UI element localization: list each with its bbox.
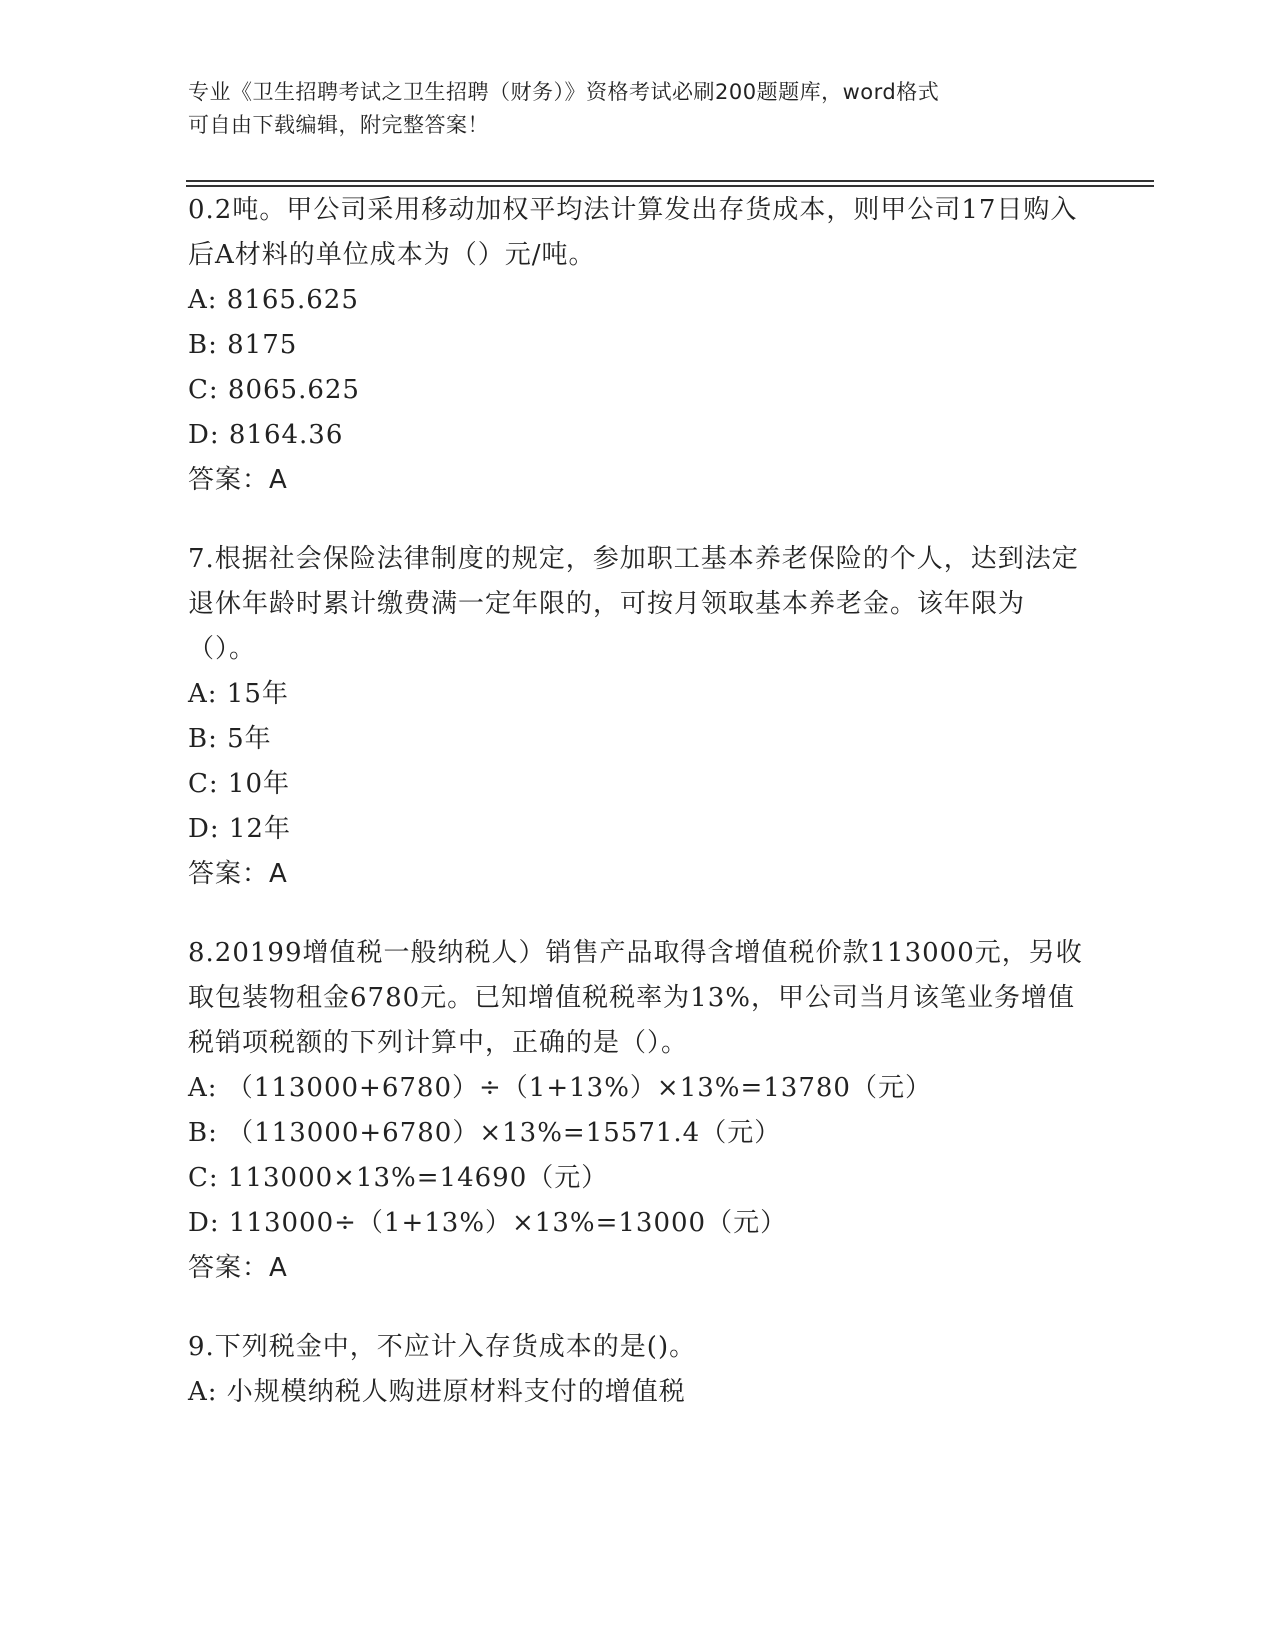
question-text: 0.2吨。甲公司采用移动加权平均法计算发出存货成本，则甲公司17日购入后A材料的单位成本为（）元/吨。: [188, 195, 1078, 270]
answer-text: 答案：A: [188, 859, 288, 889]
question-item: [188, 188, 1088, 503]
header-divider-top: [186, 180, 1154, 182]
option-a: A: 15年: [188, 679, 289, 709]
header-line-2: 可自由下载编辑，附完整答案！: [188, 113, 489, 137]
question-item: [188, 931, 1088, 1291]
document-header: [188, 76, 1088, 142]
option-c: C: 113000×13%=14690（元）: [188, 1163, 609, 1193]
header-divider-bottom: [186, 185, 1154, 187]
option-d: D: 8164.36: [188, 420, 344, 450]
question-item: [188, 537, 1088, 897]
option-a: A: 小规模纳税人购进原材料支付的增值税: [188, 1377, 686, 1407]
question-text: 9.下列税金中，不应计入存货成本的是()。: [188, 1332, 697, 1362]
answer-text: 答案：A: [188, 1253, 288, 1283]
question-text: 7.根据社会保险法律制度的规定，参加职工基本养老保险的个人，达到法定退休年龄时累计缴费满一定年限的，可按月领取基本养老金。该年限为（）。: [188, 544, 1079, 664]
question-text: 8.20199增值税一般纳税人）销售产品取得含增值税价款113000元，另收取包装物租金6780元。已知增值税税率为13%，甲公司当月该笔业务增值税销项税额的下列计算中，正确的是（）。: [188, 938, 1083, 1058]
header-line-1: 专业《卫生招聘考试之卫生招聘（财务）》资格考试必刷200题题库，word格式: [188, 80, 940, 104]
option-b: B: 5年: [188, 724, 272, 754]
option-b: B: （113000+6780）×13%=15571.4（元）: [188, 1118, 782, 1148]
option-c: C: 10年: [188, 769, 291, 799]
question-item: [188, 1325, 1088, 1415]
option-d: D: 113000÷（1+13%）×13%=13000（元）: [188, 1208, 788, 1238]
answer-text: 答案：A: [188, 465, 288, 495]
question-list: [188, 188, 1088, 1449]
option-d: D: 12年: [188, 814, 291, 844]
option-c: C: 8065.625: [188, 375, 360, 405]
option-a: A: 8165.625: [188, 285, 359, 315]
option-b: B: 8175: [188, 330, 298, 360]
option-a: A: （113000+6780）÷（1+13%）×13%=13780（元）: [188, 1073, 932, 1103]
